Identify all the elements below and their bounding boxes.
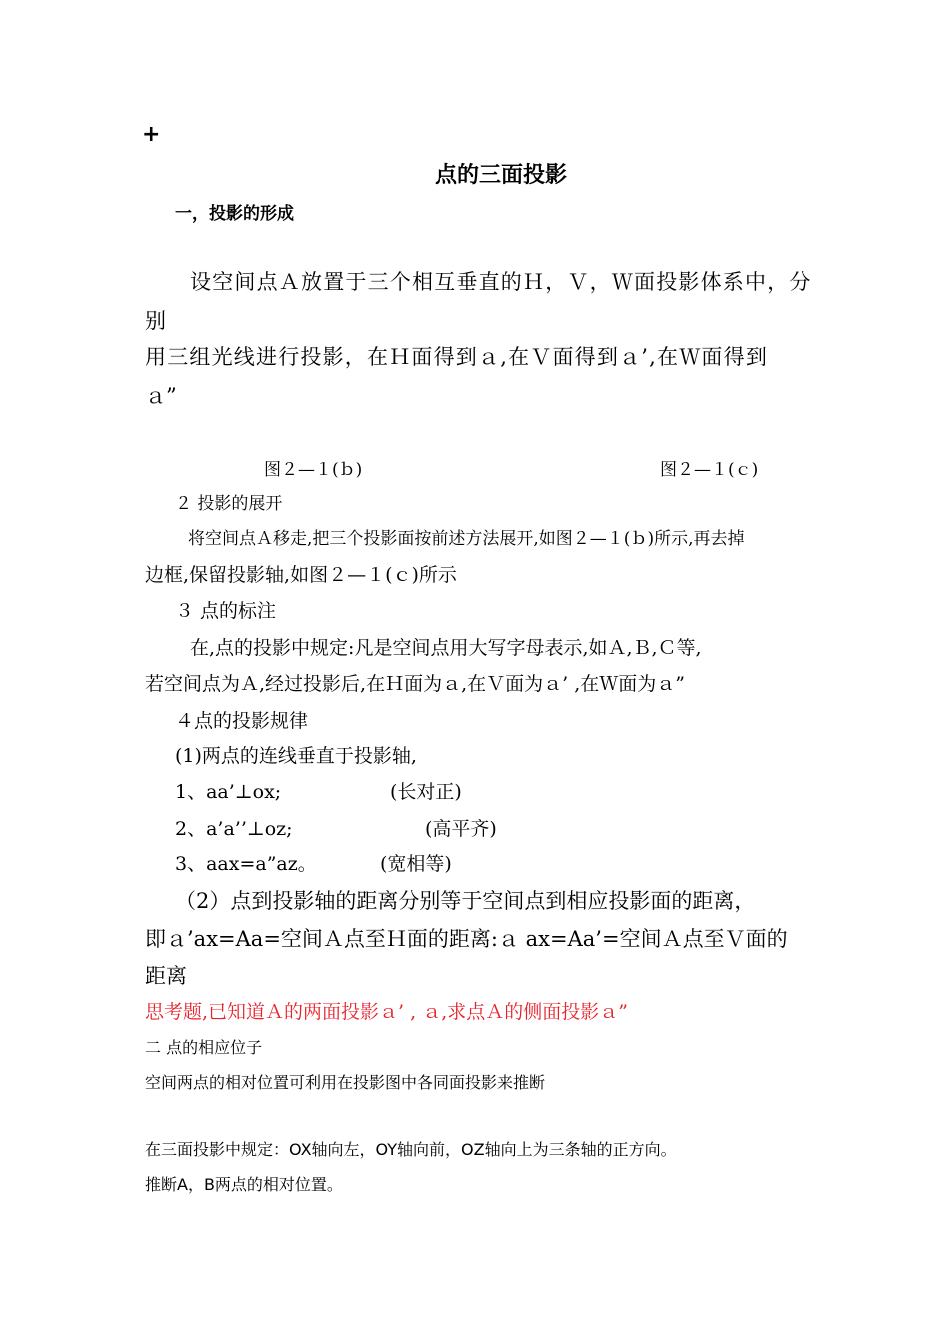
rule-1-heading: (1)两点的连线垂直于投影轴, xyxy=(175,745,417,767)
paragraph-3-line-1: 在,点的投影中规定:凡是空间点用大写字母表示,如Ａ,Ｂ,Ｃ等, xyxy=(190,637,702,659)
section-heading-1: 一，投影的形成 xyxy=(175,204,294,224)
figure-caption-b: 图２—１(ｂ) xyxy=(264,460,363,480)
paragraph-3-line-2: 若空间点为Ａ,经过投影后,在Ｈ面为ａ,在Ｖ面为ａ’ ,在Ｗ面为ａ” xyxy=(145,673,685,695)
figure-caption-c: 图２—１(ｃ) xyxy=(660,460,759,480)
rule-1-item-2: 2、a’a’’⊥oz; xyxy=(175,818,293,840)
rule-1-item-1: 1、aa’⊥ox; xyxy=(175,781,282,803)
section-heading-2: 二 点的相应位子 xyxy=(145,1038,263,1057)
rule-1-item-3: 3、aax=a”az。 xyxy=(175,853,317,875)
rule-1-item-1-note: (长对正) xyxy=(390,781,462,803)
subheading-2: ２ 投影的展开 xyxy=(175,494,283,514)
paragraph-1-line-3: 用三组光线进行投影，在Ｈ面得到ａ,在Ｖ面得到ａ’,在Ｗ面得到 xyxy=(145,345,769,369)
rule-1-item-2-note: (高平齐) xyxy=(425,818,497,840)
thinking-question: 思考题,已知道Ａ的两面投影ａ’ , ａ,求点Ａ的侧面投影ａ” xyxy=(145,1001,628,1023)
section-2-paragraph-3: 推断A，B两点的相对位置。 xyxy=(145,1175,343,1194)
section-2-paragraph-2: 在三面投影中规定：OX轴向左，OY轴向前，OZ轴向上为三条轴的正方向。 xyxy=(145,1140,677,1159)
rule-2-line-3: 距离 xyxy=(145,964,187,988)
paragraph-1-line-4: ａ” xyxy=(145,384,177,408)
paragraph-1-line-2: 别 xyxy=(145,309,166,333)
rule-1-item-3-note: (宽相等) xyxy=(380,853,452,875)
paragraph-2-line-2: 边框,保留投影轴,如图２—１(ｃ)所示 xyxy=(145,564,457,586)
plus-mark: + xyxy=(142,122,161,147)
paragraph-1-line-1: 设空间点Ａ放置于三个相互垂直的Ｈ，Ｖ，Ｗ面投影体系中，分 xyxy=(190,270,812,294)
section-2-paragraph-1: 空间两点的相对位置可利用在投影图中各同面投影来推断 xyxy=(145,1073,546,1092)
rule-2-line-2: 即ａ’ax=Aa=空间Ａ点至Ｈ面的距离:ａ ax=Aa’=空间Ａ点至Ｖ面的 xyxy=(145,927,788,951)
paragraph-2-line-1: 将空间点Ａ移走,把三个投影面按前述方法展开,如图２—１(ｂ)所示,再去掉 xyxy=(188,529,745,549)
rule-2-line-1: （2）点到投影轴的距离分别等于空间点到相应投影面的距离， xyxy=(175,889,756,913)
page-title: 点的三面投影 xyxy=(435,163,568,188)
subheading-4: ４点的投影规律 xyxy=(175,710,309,732)
subheading-3: ３ 点的标注 xyxy=(175,600,277,622)
